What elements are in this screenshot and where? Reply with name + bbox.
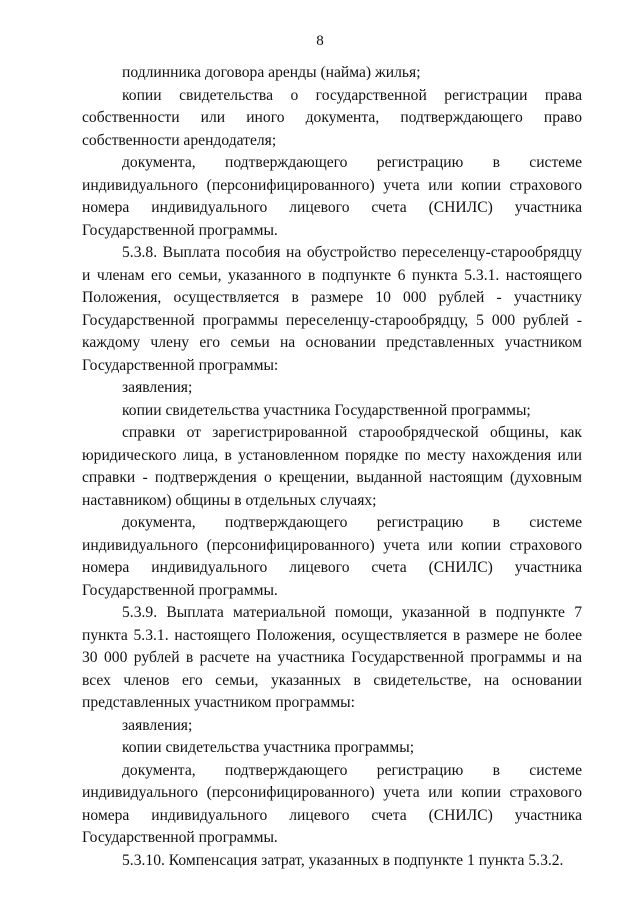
paragraph: подлинника договора аренды (найма) жилья; [122,64,421,81]
paragraph: документа, подтверждающего регистрацию в системе индивидуального (персонифицированного) учета или копии страхового номера индивидуального лицевого счета (СНИЛС) участника Государственной программы. [82,761,582,846]
paragraph: копии свидетельства о государственной регистрации права собственности или иного документа, подтверждающего право собственности арендодателя; [82,86,582,149]
paragraph: справки от зарегистрированной старообрядческой общины, как юридического лица, в установленном порядке по месту нахождения или справки - подтверждения о крещении, выданной настоящим (духовным наставником) общины в отдельных случаях; [82,424,582,509]
paragraph: документа, подтверждающего регистрацию в системе индивидуального (персонифицированного) учета или копии страхового номера индивидуального лицевого счета (СНИЛС) участника Государственной программы. [82,514,582,599]
paragraph: заявления; [122,379,193,396]
paragraph: документа, подтверждающего регистрацию в системе индивидуального (персонифицированного) учета или копии страхового номера индивидуального лицевого счета (СНИЛС) участника Государственной программы. [82,154,582,239]
paragraph: заявления; [122,716,193,734]
paragraph: 5.3.10. Компенсация затрат, указанных в подпункте 1 пункта 5.3.2. [122,851,564,869]
paragraph: копии свидетельства участника Государственной программы; [122,401,531,419]
paragraph: 5.3.9. Выплата материальной помощи, указанной в подпункте 7 пункта 5.3.1. настоящего Положения, осуществляется в размере не более 30 000 рублей в расчете на участника Государственной программы и на всех членов его семьи, указанных в свидетельстве, на основании представленных участником программы: [82,604,582,711]
paragraph: копии свидетельства участника программы; [122,739,415,756]
page-number: 8 [316,33,324,49]
document-body [82,62,582,872]
paragraph: 5.3.8. Выплата пособия на обустройство переселенцу-старообрядцу и членам его семьи, указанного в подпункте 6 пункта 5.3.1. настоящего Положения, осуществляется в размере 10 000 рублей - участнику Государственной программы переселенцу-старообрядцу, 5 000 рублей - каждому члену его семьи на основании представленных участником Государственной программы: [82,244,582,374]
